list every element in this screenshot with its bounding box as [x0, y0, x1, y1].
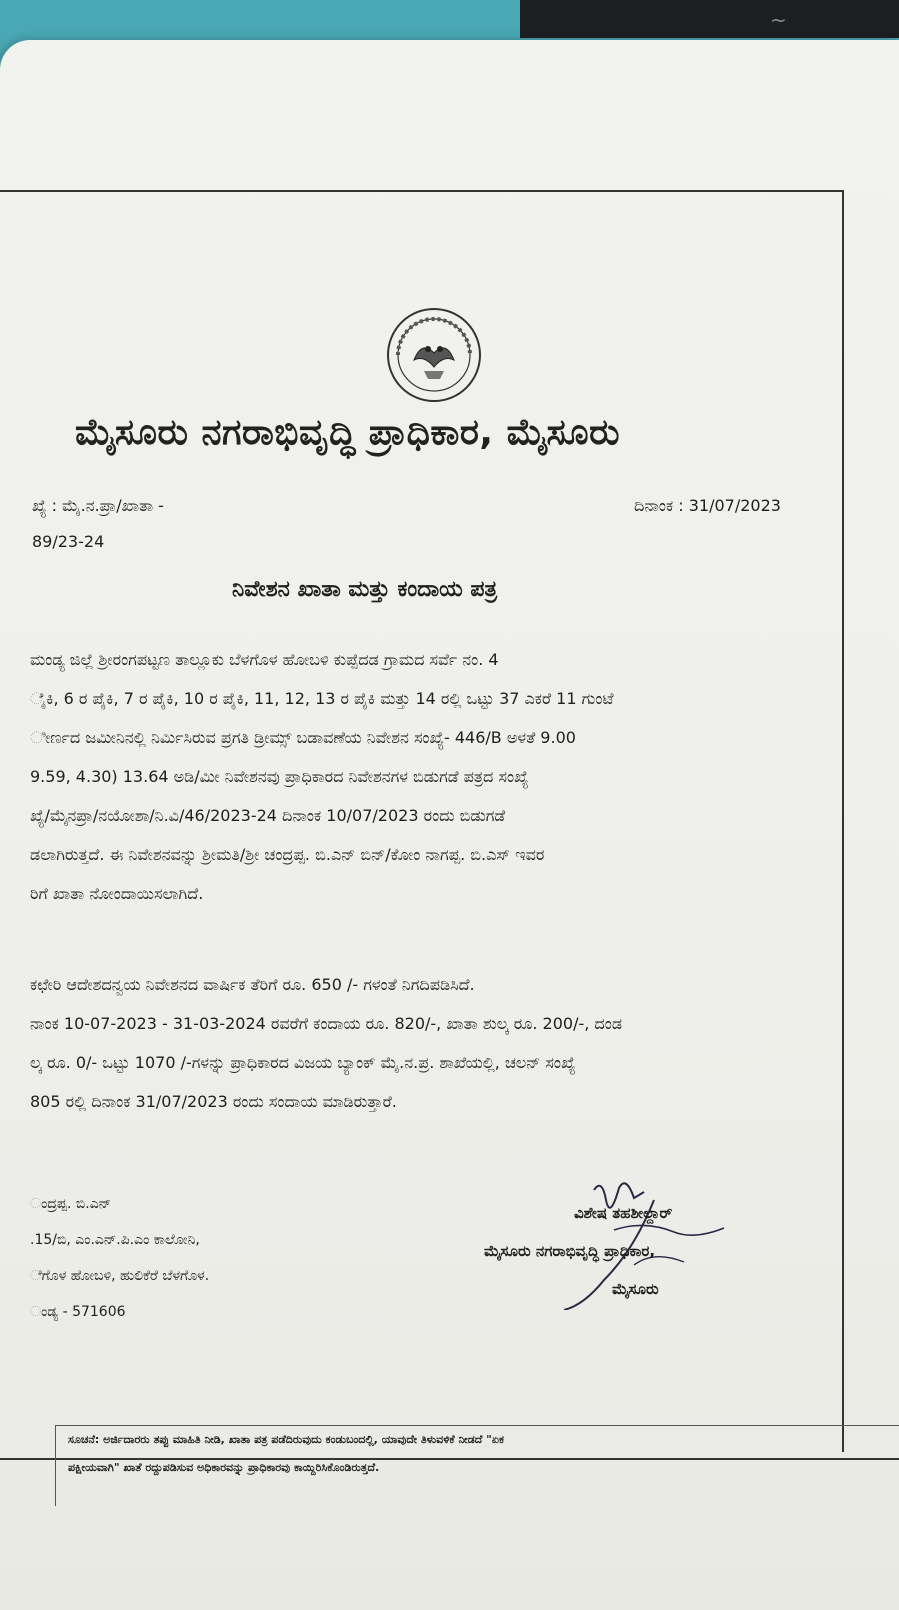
footnote-notice [55, 1425, 899, 1506]
signature-block [484, 1170, 804, 1310]
paragraph-tax [30, 965, 830, 1121]
paragraph-line: ಲ್ಕ ರೂ. 0/- ಒಟ್ಟು 1070 /-ಗಳನ್ನು ಪ್ರಾಧಿಕಾರದ ವಿಜಯ ಬ್ಯಾಂಕ್ ಮೈ.ನ.ಪ್ರ. ಶಾಖೆಯಲ್ಲಿ, ಚಲನ್ ಸಂಖ್ಯೆ [30, 1053, 576, 1072]
note-line: ಸೂಚನೆ: ಅರ್ಜಿದಾರರು ತಪ್ಪು ಮಾಹಿತಿ ನೀಡಿ, ಖಾತಾ ಪತ್ರ ಪಡೆದಿರುವುದು ಕಂಡುಬಂದಲ್ಲಿ, ಯಾವುದೇ ತಿಳುವಳಿಕೆ ನೀಡದೆ "ಏಕ [68, 1433, 504, 1446]
background-dark-object [520, 0, 899, 38]
page-title: ಮೈಸೂರು ನಗರಾಭಿವೃದ್ಧಿ ಪ್ರಾಧಿಕಾರ, ಮೈಸೂರು [75, 412, 621, 453]
paragraph-line: ಮಂಡ್ಯ ಜಿಲ್ಲೆ ಶ್ರೀರಂಗಪಟ್ಟಣ ತಾಲ್ಲೂಕು ಬೆಳಗೊಳ ಹೋಬಳಿ ಕುಪ್ಪೆದಡ ಗ್ರಾಮದ ಸರ್ವೆ ನಂ. 4 [30, 650, 499, 669]
document-page [0, 40, 899, 1610]
paragraph-line: ಖ್ಯೆ/ಮೈನಪ್ರಾ/ನಯೋಶಾ/ನಿ.ವಿ/46/2023-24 ದಿನಾಂಕ 10/07/2023 ರಂದು ಬಿಡುಗಡೆ [30, 806, 506, 825]
signatory-city: ಮೈಸೂರು [612, 1280, 659, 1298]
signatory-organisation: ಮೈಸೂರು ನಗರಾಭಿವೃದ್ಧಿ ಪ್ರಾಧಿಕಾರ, [484, 1242, 656, 1260]
reference-number: ಖ್ಯೆ : ಮೈ.ನ.ಪ್ರಾ/ಖಾತಾ - [32, 496, 164, 515]
paragraph-line: ಡಲಾಗಿರುತ್ತದೆ. ಈ ನಿವೇಶನವನ್ನು ಶ್ರೀಮತಿ/ಶ್ರೀ ಚಂದ್ರಪ್ಪ. ಬಿ.ಎನ್ ಬಿನ್/ಕೋಂ ನಾಗಪ್ಪ. ಬಿ.ಎಸ್ ಇವರ [30, 845, 545, 864]
recipient-address [30, 1186, 209, 1330]
note-line: ಪಕ್ಷೀಯವಾಗಿ" ಖಾತೆ ರದ್ದುಪಡಿಸುವ ಅಧಿಕಾರವನ್ನು ಪ್ರಾಧಿಕಾರವು ಕಾಯ್ದಿರಿಸಿಕೊಂಡಿರುತ್ತದೆ. [68, 1461, 380, 1474]
signatory-designation: ವಿಶೇಷ ತಹಶೀಲ್ದಾರ್ [574, 1204, 673, 1222]
paragraph-line: ೈಕಿ, 6 ರ ಪೈಕಿ, 7 ರ ಪೈಕಿ, 10 ರ ಪೈಕಿ, 11, 12, 13 ರ ಪೈಕಿ ಮತ್ತು 14 ರಲ್ಲಿ ಒಟ್ಟು 37 ಎಕರೆ 11 ಗುಂಟೆ [30, 689, 614, 708]
paragraph-line: ೀರ್ಣದ ಜಮೀನಿನಲ್ಲಿ ನಿರ್ಮಿಸಿರುವ ಪ್ರಗತಿ ಡ್ರೀಮ್ಸ್ ಬಡಾವಣೆಯ ನಿವೇಶನ ಸಂಖ್ಯೆ- 446/B ಅಳತೆ 9.00 [30, 728, 576, 747]
tilde-mark: ~ [770, 8, 787, 32]
issue-date: ದಿನಾಂಕ : 31/07/2023 [634, 496, 781, 515]
authority-seal-icon [384, 305, 484, 405]
paragraph-line: 805 ರಲ್ಲಿ ದಿನಾಂಕ 31/07/2023 ರಂದು ಸಂದಾಯ ಮಾಡಿರುತ್ತಾರೆ. [30, 1092, 397, 1111]
paragraph-line: ಕಛೇರಿ ಆದೇಶದನ್ವಯ ನಿವೇಶನದ ವಾರ್ಷಿಕ ತೆರಿಗೆ ರೂ. 650 /- ಗಳಂತೆ ನಿಗದಿಪಡಿಸಿದೆ. [30, 975, 475, 994]
paragraph-line: 9.59, 4.30) 13.64 ಅಡಿ/ಮೀ ನಿವೇಶನವು ಪ್ರಾಧಿಕಾರದ ನಿವೇಶನಗಳ ಬಿಡುಗಡೆ ಪತ್ರದ ಸಂಖ್ಯೆ [30, 767, 529, 786]
document-subject: ನಿವೇಶನ ಖಾತಾ ಮತ್ತು ಕಂದಾಯ ಪತ್ರ [232, 577, 498, 602]
paragraph-allotment [30, 640, 830, 913]
paragraph-line: ನಾಂಕ 10-07-2023 - 31-03-2024 ರವರೆಗೆ ಕಂದಾಯ ರೂ. 820/-, ಖಾತಾ ಶುಲ್ಕ ರೂ. 200/-, ದಂಡ [30, 1014, 623, 1033]
address-line: ಂಡ್ಯ - 571606 [30, 1304, 126, 1320]
address-line: .15/ಬಿ, ಎಂ.ಎನ್.ಪಿ.ಎಂ ಕಾಲೋನಿ, [30, 1232, 200, 1248]
paragraph-line: ರಿಗೆ ಖಾತಾ ನೋಂದಾಯಿಸಲಾಗಿದೆ. [30, 884, 204, 903]
address-line: ಂದ್ರಪ್ಪ. ಬಿ.ಎನ್ [30, 1196, 112, 1212]
address-line: ೆಗೊಳ ಹೋಬಳಿ, ಹುಲಿಕೆರೆ ಬೆಳಗೊಳ. [30, 1268, 210, 1284]
reference-number-year: 89/23-24 [32, 532, 105, 551]
